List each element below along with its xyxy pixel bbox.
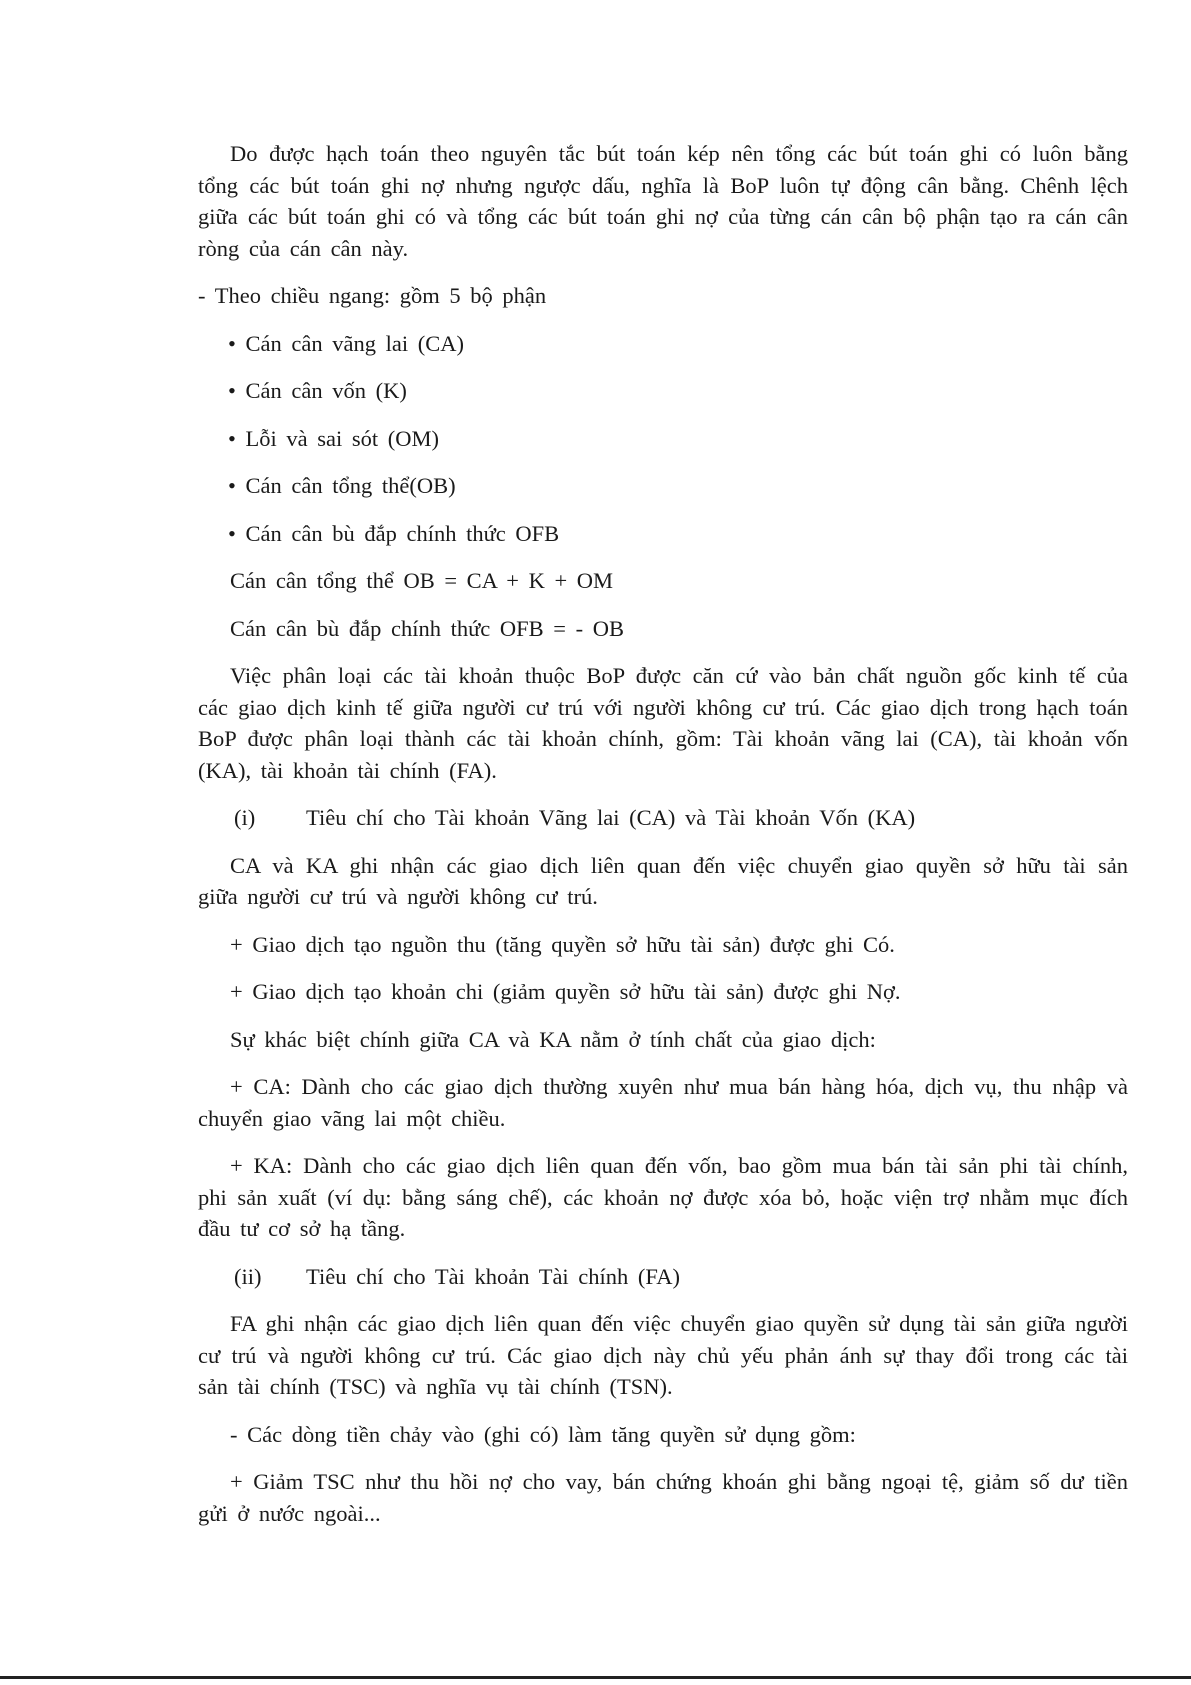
paragraph-difference: Sự khác biệt chính giữa CA và KA nằm ở tính chất của giao dịch: [230,1026,876,1052]
formula-ofb: Cán cân bù đắp chính thức OFB = - OB [230,615,624,641]
dash-item-inflows: - Các dòng tiền chảy vào (ghi có) làm tăng quyền sử dụng gồm: [230,1421,856,1447]
component-bullet-list [198,328,1128,550]
section-number: (ii) [234,1263,262,1289]
plus-item-decrease-tsc: + Giảm TSC như thu hồi nợ cho vay, bán chứng khoán ghi bằng ngoại tệ, giảm số dư tiền gửi ở nước ngoài... [198,1469,1128,1526]
page-bottom-rule [0,1676,1191,1679]
section-title: Tiêu chí cho Tài khoản Tài chính (FA) [306,1263,680,1289]
list-item: • Cán cân vãng lai (CA) [228,330,464,356]
plus-item-expense: + Giao dịch tạo khoản chi (giảm quyền sở hữu tài sản) được ghi Nợ. [230,979,901,1004]
section-number: (i) [234,805,256,830]
formula-ob: Cán cân tổng thể OB = CA + K + OM [230,568,614,593]
plus-item-ca: + CA: Dành cho các giao dịch thường xuyên như mua bán hàng hóa, dịch vụ, thu nhập và chuyển giao vãng lai một chiều. [198,1074,1128,1131]
section-heading-i [198,802,1128,834]
list-item: • Cán cân tổng thể(OB) [228,473,456,498]
document-page [198,138,1128,1545]
paragraph-ca-ka: CA và KA ghi nhận các giao dịch liên quan đến việc chuyển giao quyền sở hữu tài sản giữa người cư trú và người không cư trú. [198,852,1128,909]
paragraph-intro: Do được hạch toán theo nguyên tắc bút toán kép nên tổng các bút toán ghi có luôn bằng tổng các bút toán ghi nợ nhưng ngược dấu, nghĩa là BoP luôn tự động cân bằng. Chênh lệch giữa các bút toán ghi có và tổng các bút toán ghi nợ của từng cán cân bộ phận tạo ra cán cân ròng của cán cân này. [198,141,1128,261]
list-item: • Cán cân bù đắp chính thức OFB [228,520,560,546]
plus-item-ka: + KA: Dành cho các giao dịch liên quan đến vốn, bao gồm mua bán tài sản phi tài chính, phi sản xuất (ví dụ: bằng sáng chế), các khoản nợ được xóa bỏ, hoặc viện trợ nhằm mục đích đầu tư cơ sở hạ tầng. [198,1153,1128,1241]
section-title: Tiêu chí cho Tài khoản Vãng lai (CA) và Tài khoản Vốn (KA) [306,805,916,830]
list-item: • Lỗi và sai sót (OM) [228,425,439,451]
list-item: • Cán cân vốn (K) [228,378,407,403]
plus-item-income: + Giao dịch tạo nguồn thu (tăng quyền sở hữu tài sản) được ghi Có. [230,931,895,957]
paragraph-classification: Việc phân loại các tài khoản thuộc BoP được căn cứ vào bản chất nguồn gốc kinh tế của các giao dịch kinh tế giữa người cư trú với người không cư trú. Các giao dịch trong hạch toán BoP được phân loại thành các tài khoản chính, gồm: Tài khoản vãng lai (CA), tài khoản vốn (KA), tài khoản tài chính (FA). [198,663,1128,783]
paragraph-fa: FA ghi nhận các giao dịch liên quan đến việc chuyển giao quyền sử dụng tài sản giữa người cư trú và người không cư trú. Các giao dịch này chủ yếu phản ánh sự thay đổi trong các tài sản tài chính (TSC) và nghĩa vụ tài chính (TSN). [198,1311,1128,1399]
horizontal-classification-intro: - Theo chiều ngang: gồm 5 bộ phận [198,283,547,308]
section-heading-ii [198,1261,1128,1293]
